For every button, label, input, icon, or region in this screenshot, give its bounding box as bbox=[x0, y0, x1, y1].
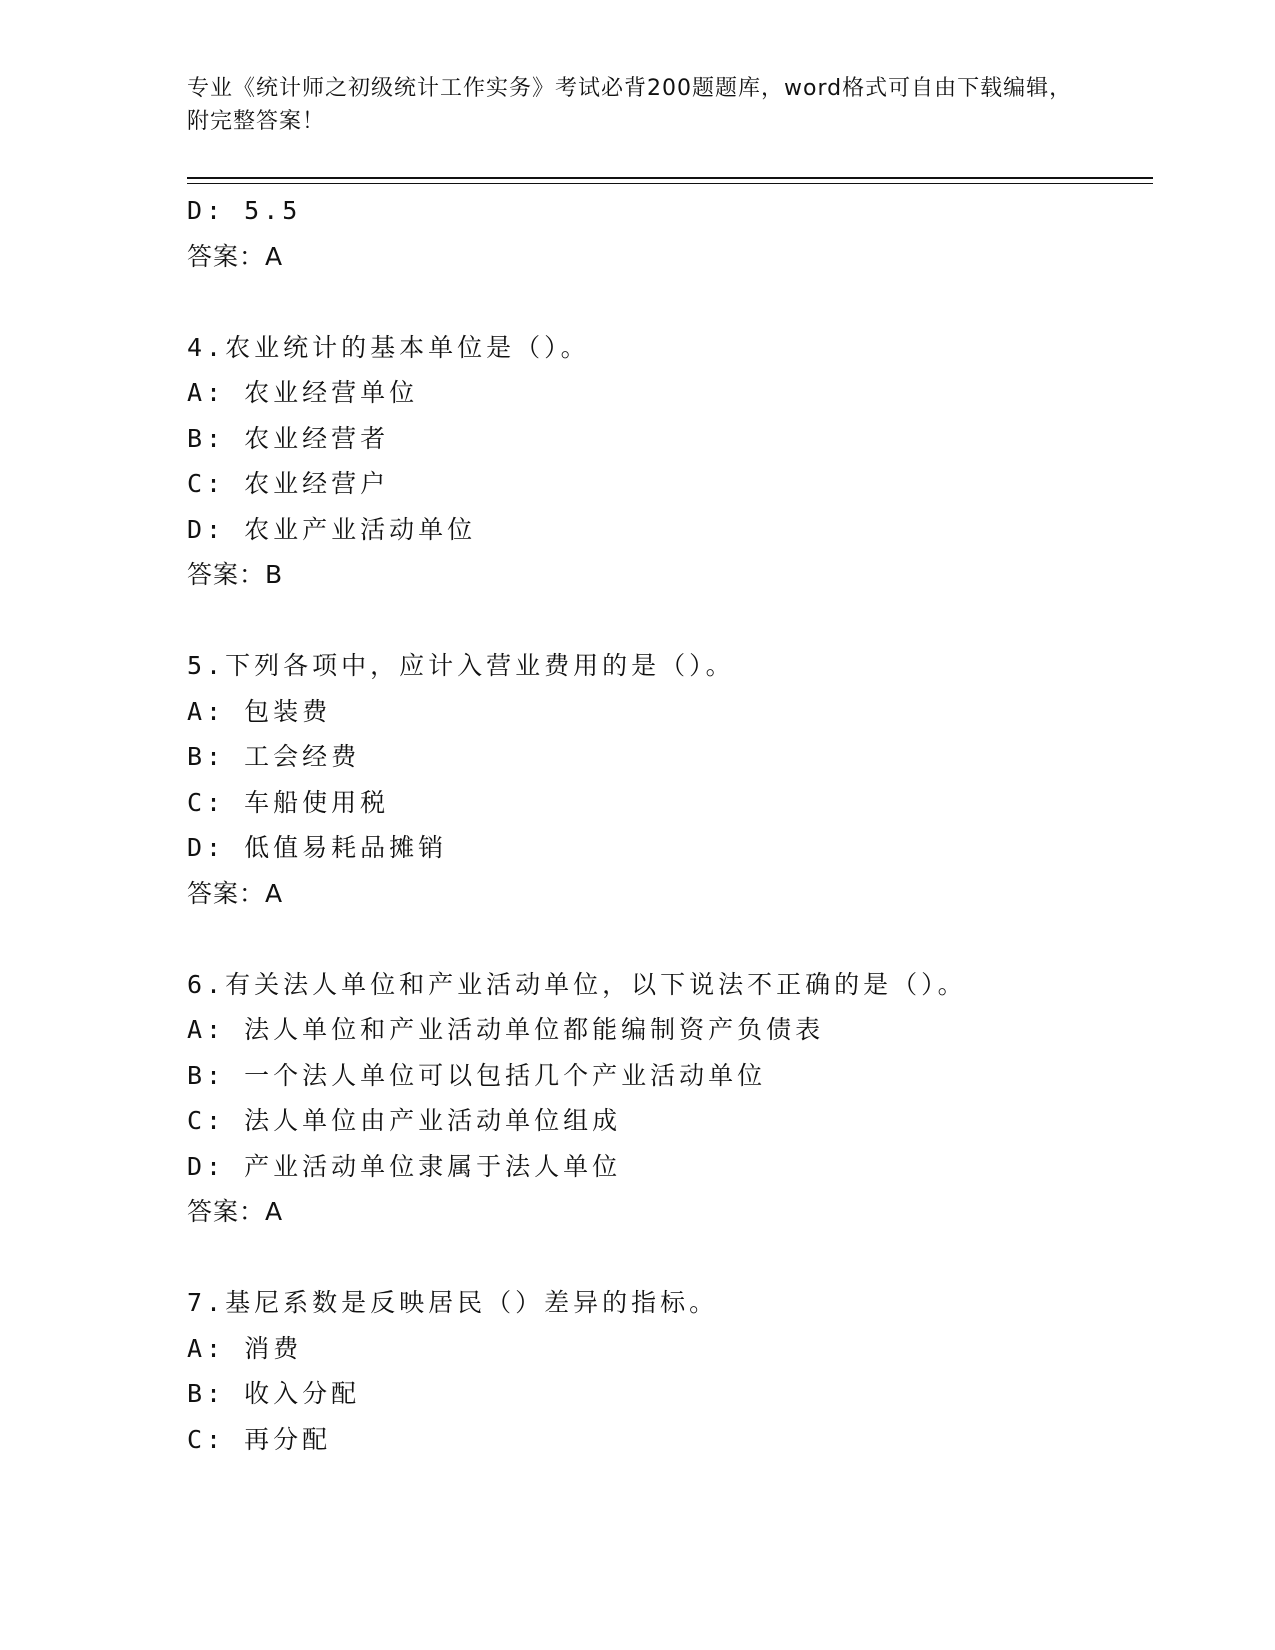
option-c: C: 车船使用税 bbox=[187, 787, 390, 817]
question-stem: 4.农业统计的基本单位是（）。 bbox=[187, 332, 590, 362]
answer: 答案：B bbox=[187, 560, 284, 589]
option-a: A: 消费 bbox=[187, 1333, 303, 1363]
option-c: C: 农业经营户 bbox=[187, 469, 390, 498]
spacer bbox=[187, 279, 1147, 325]
spacer bbox=[187, 916, 1147, 962]
option-c: C: 法人单位由产业活动单位组成 bbox=[187, 1106, 622, 1135]
option-c: C: 再分配 bbox=[187, 1424, 332, 1454]
option-b: B: 工会经费 bbox=[187, 742, 361, 771]
answer: 答案：A bbox=[187, 1197, 284, 1226]
answer: 答案：A bbox=[187, 241, 284, 271]
option-b: B: 收入分配 bbox=[187, 1379, 361, 1408]
option-b: B: 一个法人单位可以包括几个产业活动单位 bbox=[187, 1060, 767, 1090]
option-d: D: 产业活动单位隶属于法人单位 bbox=[187, 1151, 622, 1181]
question-stem: 6.有关法人单位和产业活动单位，以下说法不正确的是（）。 bbox=[187, 969, 967, 999]
spacer bbox=[187, 1235, 1147, 1281]
option-d: D: 低值易耗品摊销 bbox=[187, 833, 448, 862]
option-d: D: 5.5 bbox=[187, 196, 302, 225]
option-b: B: 农业经营者 bbox=[187, 423, 390, 453]
header-rule bbox=[187, 177, 1153, 179]
option-a: A: 法人单位和产业活动单位都能编制资产负债表 bbox=[187, 1015, 825, 1044]
question-stem: 5.下列各项中，应计入营业费用的是（）。 bbox=[187, 651, 735, 680]
option-a: A: 包装费 bbox=[187, 696, 332, 726]
question-stem: 7.基尼系数是反映居民（）差异的指标。 bbox=[187, 1288, 719, 1317]
question-content bbox=[187, 188, 1147, 1462]
option-a: A: 农业经营单位 bbox=[187, 378, 419, 407]
spacer bbox=[187, 598, 1147, 644]
document-header: 专业《统计师之初级统计工作实务》考试必背200题题库，word格式可自由下载编辑，附完整答案！ bbox=[187, 76, 1073, 134]
answer: 答案：A bbox=[187, 878, 284, 908]
option-d: D: 农业产业活动单位 bbox=[187, 514, 477, 544]
header-rule-thin bbox=[187, 183, 1153, 184]
